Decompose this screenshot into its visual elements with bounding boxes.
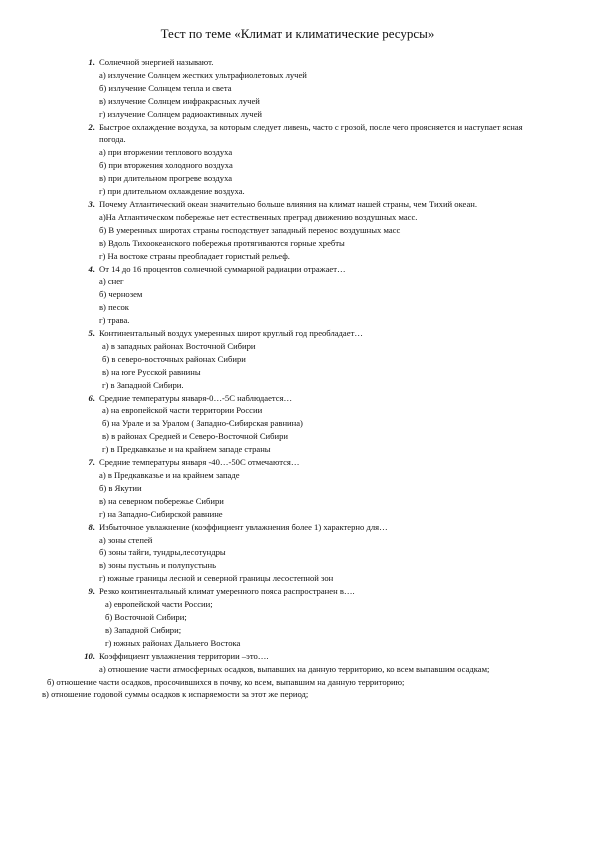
question-number: 9.	[88, 586, 95, 597]
question-9	[73, 585, 551, 650]
answer-option: г) южных районах Дальнего Востока	[105, 637, 241, 648]
document-title: Тест по теме «Климат и климатические ресурсы»	[160, 26, 435, 41]
answer-option: а) при вторжении теплового воздуха	[99, 147, 233, 158]
answer-option: г) на Западно-Сибирской равнине	[99, 508, 223, 519]
answer-option: г) в Предкавказье и на крайнем западе страны	[102, 444, 271, 455]
question-2	[73, 121, 551, 198]
question-10	[42, 650, 551, 702]
question-text: Средние температуры января-0…-5С наблюдается…	[99, 392, 293, 403]
answer-option: а) в Предкавказье и на крайнем западе	[99, 470, 240, 480]
answer-option: г) в Западной Сибири.	[102, 379, 184, 390]
question-number: 7.	[88, 457, 95, 468]
answer-option: в) при длительном прогреве воздуха	[99, 173, 233, 184]
question-text: От 14 до 16 процентов солнечной суммарной радиации отражает…	[99, 263, 346, 274]
answer-option: а) зоны степей	[99, 534, 153, 545]
answer-option: г) трава.	[99, 315, 130, 326]
question-number: 1.	[88, 57, 95, 67]
answer-option	[99, 663, 551, 676]
question-text: Континентальный воздух умеренных широт круглый год преобладает…	[99, 328, 363, 339]
question-number: 6.	[88, 392, 95, 403]
question-8	[73, 521, 551, 586]
answer-option: в) Вдоль Тихоокеанского побережья протягиваются горные хребты	[99, 237, 345, 248]
answer-option: б) в северо-восточных районах Сибири	[102, 353, 246, 364]
question-text: Быстрое охлаждение воздуха, за которым следует ливень, часто с грозой, после чего проясняется и наступает ясная погода.	[99, 121, 523, 145]
answer-option: а) европейской части России;	[105, 599, 213, 610]
question-6	[73, 392, 551, 457]
question-text: Коэффициент увлажнения территории –это….	[99, 650, 269, 661]
answer-option: г) излучение Солнцем радиоактивных лучей	[99, 108, 263, 119]
question-text: Средние температуры января -40…-50С отмечаются…	[99, 457, 300, 468]
question-3	[73, 198, 551, 263]
question-number: 3.	[88, 198, 95, 209]
question-number: 4.	[88, 263, 95, 274]
answer-option	[42, 688, 551, 701]
answer-option-text: б) отношение части осадков, просочившихся в почву, ко всем, выпавшим на данную территорию;	[47, 676, 405, 687]
answer-option: а)На Атлантическом побережье нет естественных преград движению воздушных масс.	[99, 211, 418, 222]
answer-option: б) В умеренных широтах страны господствует западный перенос воздушных масс	[99, 224, 401, 235]
question-number: 5.	[88, 328, 95, 339]
answer-option: в) зоны пустынь и полупустынь	[99, 560, 217, 571]
question-7	[73, 456, 551, 521]
question-number: 2.	[88, 121, 95, 132]
question-5	[73, 327, 551, 392]
question-list	[42, 56, 551, 701]
answer-option: б) Восточной Сибири;	[105, 611, 187, 622]
answer-option: а) излучение Солнцем жестких ультрафиолетовых лучей	[99, 69, 307, 80]
answer-option: в) Западной Сибири;	[105, 624, 182, 635]
question-1	[73, 56, 551, 121]
answer-option-text: а) отношение части атмосферных осадков, выпавших на данную территорию, ко всем выпавшим осадкам;	[99, 663, 490, 674]
answer-option: а) в западных районах Восточной Сибири	[102, 340, 256, 351]
answer-option: а) снег	[99, 276, 124, 287]
question-number: 8.	[88, 521, 95, 532]
answer-option: б) чернозем	[99, 289, 143, 300]
answer-option: в) на юге Русской равнины	[102, 366, 201, 377]
answer-option: в) на северном побережье Сибири	[99, 495, 224, 506]
answer-option: г) На востоке страны преобладает гористый рельеф.	[99, 250, 290, 261]
answer-option: б) на Урале и за Уралом ( Западно-Сибирская равнина)	[102, 418, 303, 429]
question-text: Солнечной энергией называют.	[99, 57, 214, 67]
answer-option-text: в) отношение годовой суммы осадков к испаряемости за этот же период;	[42, 689, 309, 700]
question-number: 10.	[84, 650, 95, 661]
question-text: Почему Атлантический океан значительно больше влияния на климат нашей страны, чем Тихий океан.	[99, 198, 478, 209]
answer-option: г) при длительном охлаждение воздуха.	[99, 186, 245, 197]
answer-option: г) южные границы лесной и северной границы лесостепной зон	[99, 573, 334, 584]
answer-option: б) излучение Солнцем тепла и света	[99, 82, 232, 93]
question-text: Резко континентальный климат умеренного пояса распространен в….	[99, 586, 355, 597]
answer-option	[47, 676, 551, 689]
answer-option: б) при вторжения холодного воздуха	[99, 160, 233, 171]
answer-option: б) в Якутии	[99, 482, 142, 493]
answer-option: в) в районах Средней и Северо-Восточной Сибири	[102, 431, 289, 442]
answer-option: б) зоны тайги, тундры,лесотундры	[99, 547, 226, 558]
answer-option: в) излучение Солнцем инфракрасных лучей	[99, 95, 260, 106]
question-text: Избыточное увлажнение (коэффициент увлажнения более 1) характерно для…	[99, 521, 388, 532]
question-4	[73, 263, 551, 328]
answer-option: в) песок	[99, 302, 129, 313]
answer-option: а) на европейской части территории России	[102, 405, 263, 416]
